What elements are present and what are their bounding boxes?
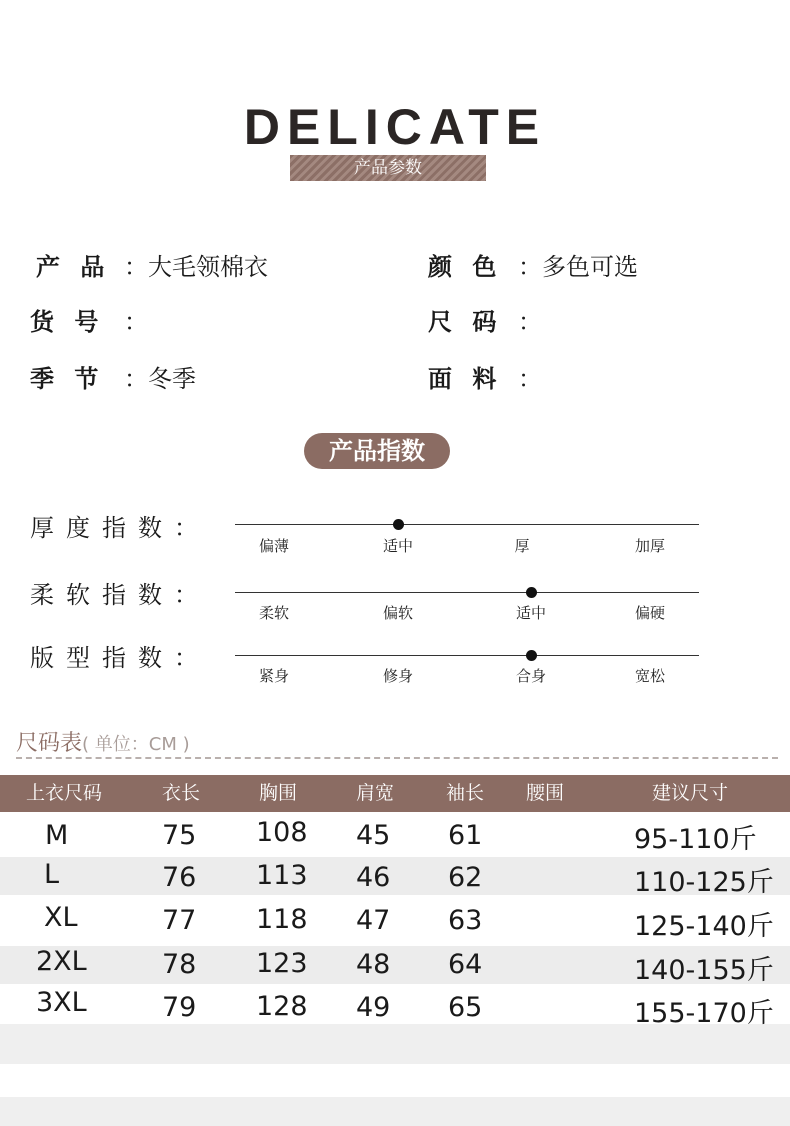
item-no-label: 货 号 (30, 308, 105, 336)
size-table-title-text: 尺码表 (16, 731, 83, 756)
softness-option: 柔软 (258, 604, 290, 622)
season-label: 季 节 (30, 365, 105, 393)
cell-recommend: 125-140斤 (634, 911, 774, 942)
header-cell: 腰围 (525, 782, 565, 804)
cell-chest: 108 (256, 817, 308, 848)
cell-recommend: 110-125斤 (634, 867, 774, 898)
table-row (0, 987, 790, 1029)
fit-scale-line (235, 655, 699, 656)
info-color (428, 250, 638, 284)
cell-recommend: 95-110斤 (634, 824, 757, 855)
fit-option: 宽松 (634, 667, 666, 685)
cell-sleeve: 61 (448, 820, 483, 851)
section-banner-params: 产品参数 (290, 155, 486, 181)
cell-length: 76 (162, 862, 197, 893)
section-pill-index: 产品指数 (304, 433, 450, 469)
cell-size: 3XL (36, 987, 87, 1018)
cell-chest: 123 (256, 948, 308, 979)
table-row (0, 815, 790, 853)
cell-size: 2XL (36, 946, 87, 977)
empty-band (0, 1097, 790, 1126)
cell-sleeve: 65 (448, 992, 483, 1023)
cell-size: L (44, 859, 60, 890)
info-size (428, 305, 542, 339)
softness-option: 偏软 (382, 604, 414, 622)
thickness-label: 厚度指数： (30, 514, 210, 542)
thickness-option: 加厚 (634, 537, 666, 555)
cell-length: 78 (162, 949, 197, 980)
cell-length: 79 (162, 992, 197, 1023)
table-row (0, 946, 790, 984)
size-table-header (0, 775, 790, 812)
softness-option: 适中 (515, 604, 547, 622)
header-cell: 胸围 (258, 782, 298, 804)
cell-size: XL (44, 902, 78, 933)
cell-size: M (45, 820, 69, 851)
info-product (36, 250, 268, 284)
product-label: 产 品 (36, 253, 111, 281)
thickness-marker (393, 519, 404, 530)
softness-scale-line (235, 592, 699, 593)
thickness-scale-line (235, 524, 699, 525)
product-value: ：大毛领棉衣 (124, 253, 268, 281)
table-row (0, 857, 790, 898)
brand-title: DELICATE (243, 99, 547, 155)
fit-option: 合身 (515, 667, 547, 685)
fabric-value: ： (518, 365, 542, 393)
size-table-title (16, 726, 190, 757)
color-label: 颜 色 (428, 253, 503, 281)
season-value: ：冬季 (124, 365, 196, 393)
dashed-divider (16, 757, 778, 759)
cell-chest: 128 (256, 991, 308, 1022)
cell-shoulder: 46 (356, 862, 391, 893)
cell-recommend: 140-155斤 (634, 955, 774, 986)
fit-option: 紧身 (258, 667, 290, 685)
info-season (30, 362, 196, 396)
table-row (0, 902, 790, 940)
cell-shoulder: 49 (356, 992, 391, 1023)
softness-marker (526, 587, 537, 598)
thickness-option: 适中 (382, 537, 414, 555)
size-table-unit: ( 单位：CM ) (82, 734, 190, 755)
thickness-option: 厚 (514, 537, 530, 555)
cell-shoulder: 48 (356, 949, 391, 980)
cell-sleeve: 64 (448, 949, 483, 980)
fit-label: 版型指数： (30, 644, 210, 672)
header-cell: 上衣尺码 (25, 782, 103, 804)
cell-length: 75 (162, 820, 197, 851)
empty-band (0, 1024, 790, 1064)
info-fabric (428, 362, 542, 396)
cell-sleeve: 63 (448, 905, 483, 936)
header-cell: 肩宽 (355, 782, 395, 804)
cell-chest: 118 (256, 904, 308, 935)
fabric-label: 面 料 (428, 365, 503, 393)
size-label: 尺 码 (428, 308, 503, 336)
cell-shoulder: 47 (356, 905, 391, 936)
size-value: ： (518, 308, 542, 336)
header-cell: 袖长 (445, 782, 485, 804)
cell-chest: 113 (256, 860, 308, 891)
softness-label: 柔软指数： (30, 581, 210, 609)
softness-option: 偏硬 (634, 604, 666, 622)
cell-length: 77 (162, 905, 197, 936)
fit-marker (526, 650, 537, 661)
header-cell: 建议尺寸 (651, 782, 729, 804)
color-value: ：多色可选 (518, 253, 638, 281)
item-no-value: ： (124, 308, 148, 336)
header-cell: 衣长 (161, 782, 201, 804)
thickness-option: 偏薄 (258, 537, 290, 555)
cell-shoulder: 45 (356, 820, 391, 851)
fit-option: 修身 (382, 667, 414, 685)
info-item-no (30, 305, 148, 339)
cell-sleeve: 62 (448, 862, 483, 893)
cell-recommend: 155-170斤 (634, 998, 774, 1029)
